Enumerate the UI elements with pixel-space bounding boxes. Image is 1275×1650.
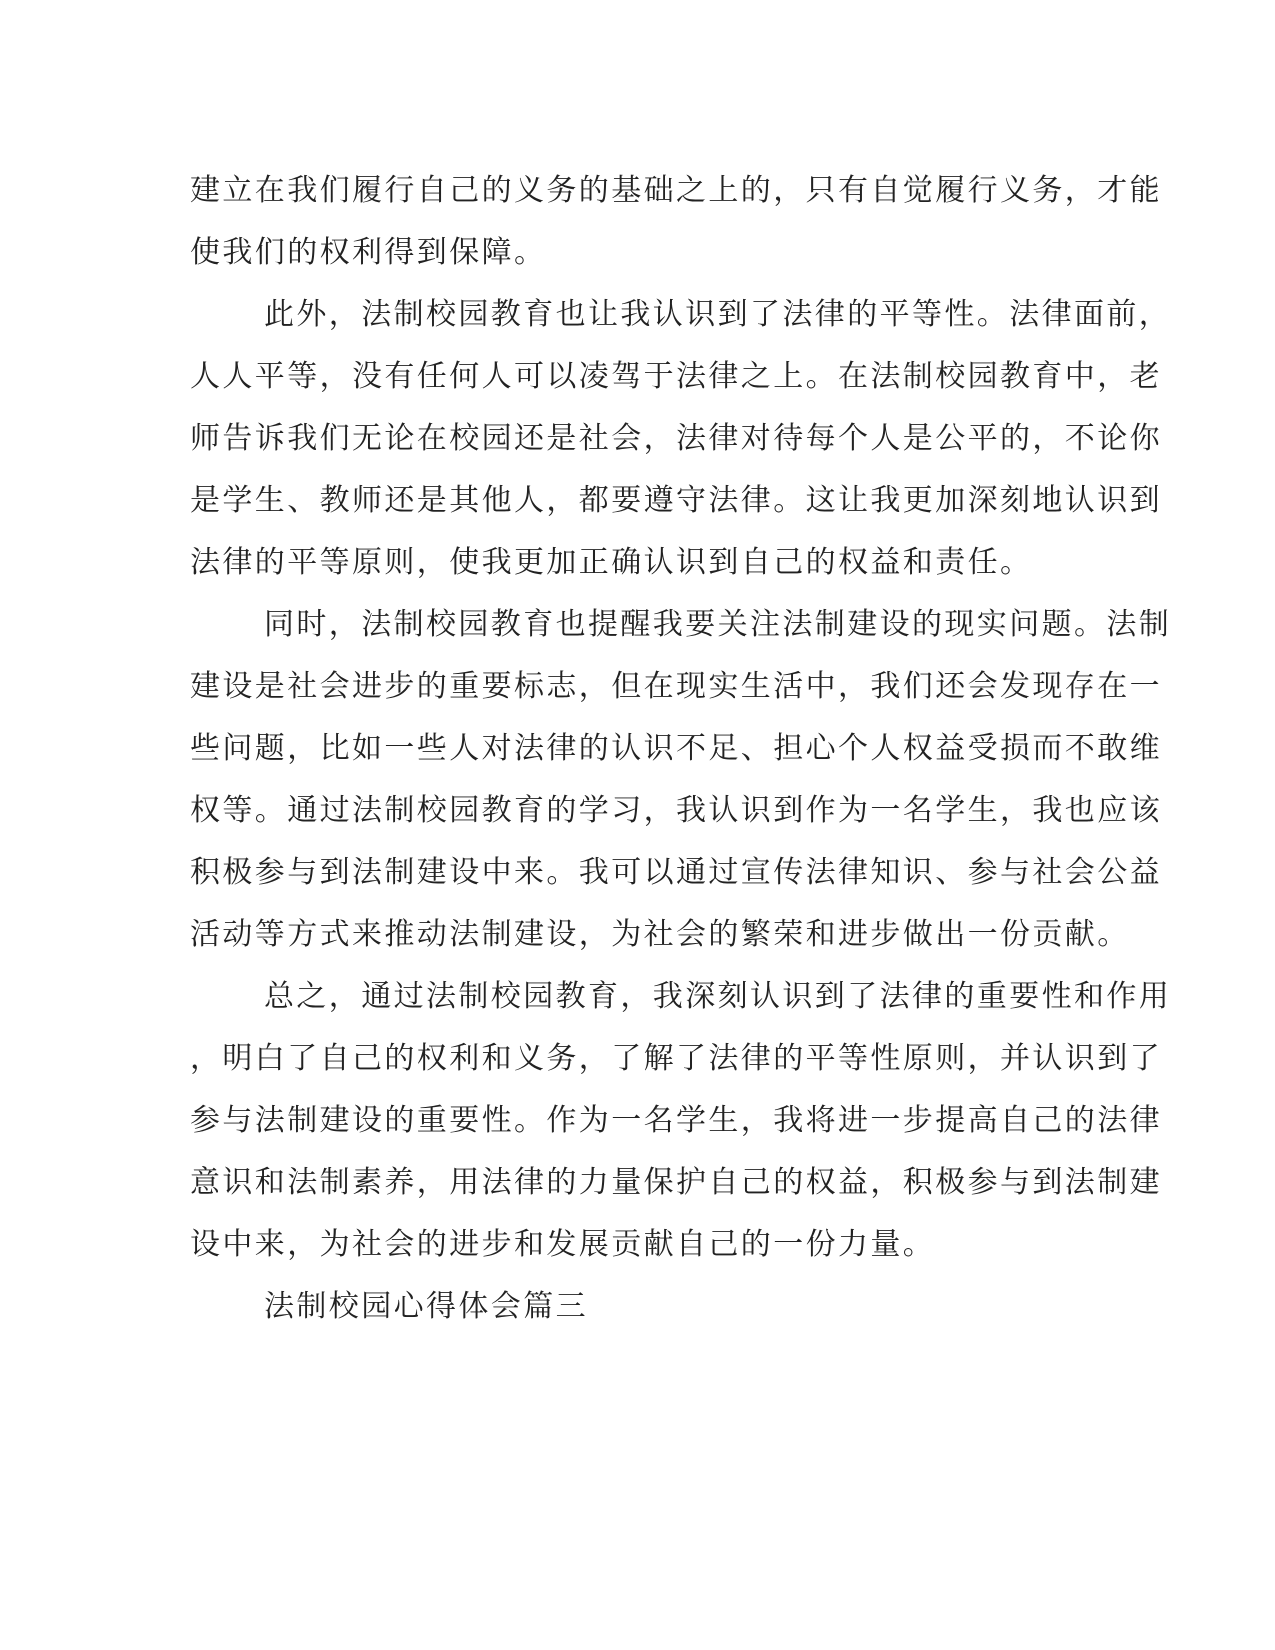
text-line: 使我们的权利得到保障。 xyxy=(190,235,547,270)
paragraph-start-line: 此外，法制校园教育也让我认识到了法律的平等性。法律面前， xyxy=(264,297,1172,332)
text-line: 建立在我们履行自己的义务的基础之上的，只有自觉履行义务，才能 xyxy=(190,173,1162,208)
text-line: 些问题，比如一些人对法律的认识不足、担心个人权益受损而不敢维 xyxy=(190,731,1162,766)
text-line: 参与法制建设的重要性。作为一名学生，我将进一步提高自己的法律 xyxy=(190,1103,1162,1138)
text-line: 建设是社会进步的重要标志，但在现实生活中，我们还会发现存在一 xyxy=(190,669,1162,704)
text-line: 师告诉我们无论在校园还是社会，法律对待每个人是公平的，不论你 xyxy=(190,421,1162,456)
text-line: 人人平等，没有任何人可以凌驾于法律之上。在法制校园教育中，老 xyxy=(190,359,1162,394)
text-line: 法律的平等原则，使我更加正确认识到自己的权益和责任。 xyxy=(190,545,1033,580)
text-line: ，明白了自己的权利和义务，了解了法律的平等性原则，并认识到了 xyxy=(190,1041,1162,1076)
text-line: 权等。通过法制校园教育的学习，我认识到作为一名学生，我也应该 xyxy=(190,793,1162,828)
text-line: 意识和法制素养，用法律的力量保护自己的权益，积极参与到法制建 xyxy=(190,1165,1162,1200)
text-line: 是学生、教师还是其他人，都要遵守法律。这让我更加深刻地认识到 xyxy=(190,483,1162,518)
document-body xyxy=(190,160,1172,1338)
text-line: 活动等方式来推动法制建设，为社会的繁荣和进步做出一份贡献。 xyxy=(190,917,1130,952)
text-line: 积极参与到法制建设中来。我可以通过宣传法律知识、参与社会公益 xyxy=(190,855,1162,890)
paragraph-start-line: 总之，通过法制校园教育，我深刻认识到了法律的重要性和作用 xyxy=(264,979,1172,1014)
section-heading: 法制校园心得体会篇三 xyxy=(264,1289,588,1324)
text-line: 设中来，为社会的进步和发展贡献自己的一份力量。 xyxy=(190,1227,936,1262)
paragraph-start-line: 同时，法制校园教育也提醒我要关注法制建设的现实问题。法制 xyxy=(264,607,1172,642)
